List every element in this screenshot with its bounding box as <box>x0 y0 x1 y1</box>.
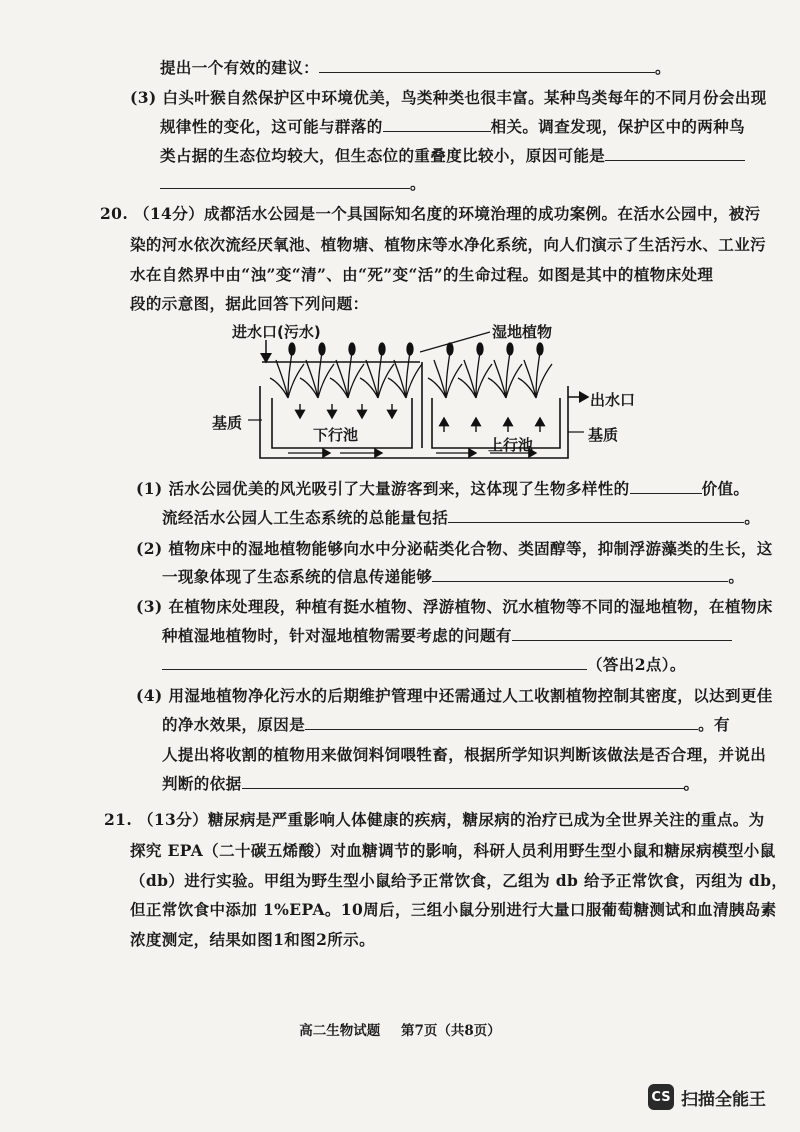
question-number: 20. <box>100 204 129 223</box>
q20-part4-line1: (4) 用湿地植物净化污水的后期维护管理中还需通过人工收割植物控制其密度，以达到更佳 <box>136 686 773 705</box>
answer-blank[interactable] <box>305 715 698 730</box>
q20-intro-line1: 20. （14分）成都活水公园是一个具国际知名度的环境治理的成功案例。在活水公园中，被污 <box>100 204 761 223</box>
answer-blank[interactable] <box>432 567 728 582</box>
answer-blank[interactable] <box>160 174 410 189</box>
camscanner-logo-icon: CS <box>648 1084 674 1110</box>
q20-part1-line2: 流经活水公园人工生态系统的总能量包括 。 <box>162 508 761 527</box>
q19-part3-line4: 。 <box>160 174 426 194</box>
downflow-arrows <box>300 404 392 418</box>
q20-part3-line1: (3) 在植物床处理段，种植有挺水植物、浮游植物、沉水植物等不同的湿地植物，在植物床 <box>136 597 773 616</box>
q20-intro-line4: 段的示意图，据此回答下列问题： <box>130 294 369 313</box>
q20-part4-line3: 人提出将收割的植物用来做饲料饲喂牲畜，根据所学知识判断该做法是否合理，并说出 <box>162 745 767 764</box>
q21-intro-line2: 探究 EPA（二十碳五烯酸）对血糖调节的影响，科研人员利用野生型小鼠和糖尿病模型小鼠 <box>130 841 776 860</box>
page-footer <box>0 1019 800 1039</box>
inlet-label: 进水口(污水) <box>232 323 321 341</box>
q19-part3-line2: 规律性的变化，这可能与群落的 相关。调查发现，保护区中的两种鸟 <box>160 117 746 136</box>
plants-leader-line <box>420 332 490 352</box>
answer-blank[interactable] <box>605 146 745 161</box>
q21-intro-line1: 21. （13分）糖尿病是严重影响人体健康的疾病，糖尿病的治疗已成为全世界关注的重点。为 <box>104 810 765 829</box>
q21-intro-line5: 浓度测定，结果如图1和图2所示。 <box>130 930 375 949</box>
q20-part3-line2: 种植湿地植物时，针对湿地植物需要考虑的问题有 <box>162 626 732 646</box>
q20-part2-line1: (2) 植物床中的湿地植物能够向水中分泌萜类化合物、类固醇等，抑制浮游藻类的生长，这 <box>136 539 773 558</box>
footer-subject: 高二生物试题 <box>299 1023 381 1039</box>
q20-part4-line4: 判断的依据 。 <box>162 774 700 793</box>
upflow-arrows <box>444 418 540 432</box>
q21-intro-line3: （db）进行实验。甲组为野生型小鼠给予正常饮食，乙组为 db 给予正常饮食，丙组为 db， <box>130 871 788 890</box>
plant-clusters <box>270 343 552 398</box>
outlet-label: 出水口 <box>590 391 636 409</box>
answer-blank[interactable] <box>630 479 702 494</box>
q20-intro-line3: 水在自然界中由“浊”变“清”、由“死”变“活”的生命过程。如图是其中的植物床处理 <box>130 265 714 284</box>
q20-part1-line1: (1) 活水公园优美的风光吸引了大量游客到来，这体现了生物多样性的 价值。 <box>136 479 750 498</box>
substrate-right-label: 基质 <box>588 426 619 444</box>
answer-blank[interactable] <box>383 117 491 132</box>
answer-blank[interactable] <box>319 58 655 73</box>
question-number: 21. <box>104 810 133 829</box>
footer-page-number: 第7页（共8页） <box>400 1023 501 1039</box>
q20-part4-line2: 的净水效果，原因是 。有 <box>162 715 730 734</box>
substrate-left-label: 基质 <box>212 414 243 432</box>
q21-intro-line4: 但正常饮食中添加 1%EPA。10周后，三组小鼠分别进行大量口服葡萄糖测试和血清胰岛素 <box>130 900 777 919</box>
down-pool-label: 下行池 <box>313 426 359 444</box>
q20-part2-line2: 一现象体现了生态系统的信息传递能够 。 <box>162 567 745 586</box>
q20-intro-line2: 染的河水依次流经厌氧池、植物塘、植物床等水净化系统，向人们演示了生活污水、工业污 <box>130 235 767 254</box>
answer-blank[interactable] <box>162 655 587 670</box>
q19-part3-line3: 类占据的生态位均较大，但生态位的重叠度比较小，原因可能是 <box>160 146 745 166</box>
wetland-plants-label: 湿地植物 <box>492 323 553 341</box>
answer-blank[interactable] <box>448 508 744 523</box>
q19-part3-line1: (3) 白头叶猴自然保护区中环境优美，鸟类种类也很丰富。某种鸟类每年的不同月份会出现 <box>130 88 767 107</box>
scanner-app-name: 扫描全能王 <box>681 1089 766 1110</box>
answer-blank[interactable] <box>512 626 732 641</box>
up-pool-label: 上行池 <box>488 436 534 454</box>
q20-part3-line3: （答出2点）。 <box>162 655 686 675</box>
scanner-watermark <box>648 1084 766 1110</box>
q19-suggestion-line: 提出一个有效的建议： 。 <box>160 58 671 77</box>
answer-blank[interactable] <box>242 774 684 789</box>
